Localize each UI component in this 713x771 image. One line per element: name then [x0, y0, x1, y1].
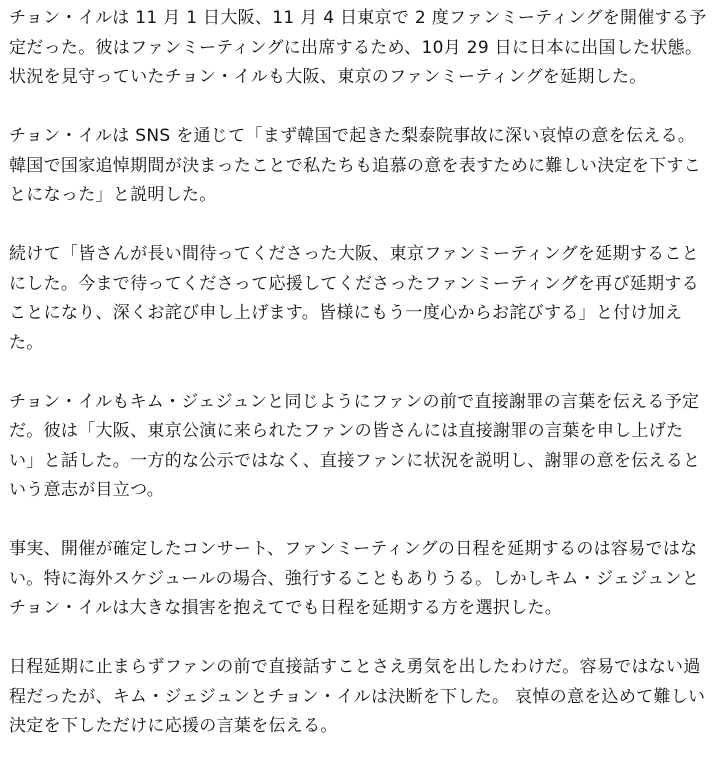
article-paragraph-4: チョン・イルもキム・ジェジュンと同じようにファンの前で直接謝罪の言葉を伝える予定だ。彼は「大阪、東京公演に来られたファンの皆さんには直接謝罪の言葉を申し上げたい」と話した。一方的な公示ではなく、直接ファンに状況を説明し、謝罪の意を伝えるという意志が目立つ。 [9, 391, 701, 500]
article-paragraph-6: 日程延期に止まらずファンの前で直接話すことさえ勇気を出したわけだ。容易ではない過程だったが、キム・ジェジュンとチョン・イルは決断を下した。 哀悼の意を込めて難しい決定を下しただけに応援の言葉を伝える。 [9, 657, 706, 736]
article-paragraph-3: 続けて「皆さんが長い間待ってくださった大阪、東京ファンミーティングを延期することにした。今まで待ってくださって応援してくださったファンミーティングを再び延期することになり、深くお詫び申し上げます。皆様にもう一度心からお詫びする」と付け加えた。 [9, 244, 699, 353]
article-paragraph-1: チョン・イルは 11 月 1 日大阪、11 月 4 日東京で 2 度ファンミーティングを開催する予定だった。彼はファンミーティングに出席するため、10月 29 日に日本に出国した状態。状況を見守っていたチョン・イルも大阪、東京のファンミーティングを延期した。 [9, 8, 707, 87]
article-paragraph-2: チョン・イルは SNS を通じて「まず韓国で起きた梨泰院事故に深い哀悼の意を伝える。韓国で国家追悼期間が決まったことで私たちも追慕の意を表すために難しい決定を下すことになった」と説明した。 [9, 126, 701, 205]
article-body [9, 4, 709, 771]
article-paragraph-5: 事実、開催が確定したコンサート、ファンミーティングの日程を延期するのは容易ではない。特に海外スケジュールの場合、強行することもありうる。しかしキム・ジェジュンとチョン・イルは大きな損害を抱えてでも日程を延期する方を選択した。 [9, 539, 700, 618]
